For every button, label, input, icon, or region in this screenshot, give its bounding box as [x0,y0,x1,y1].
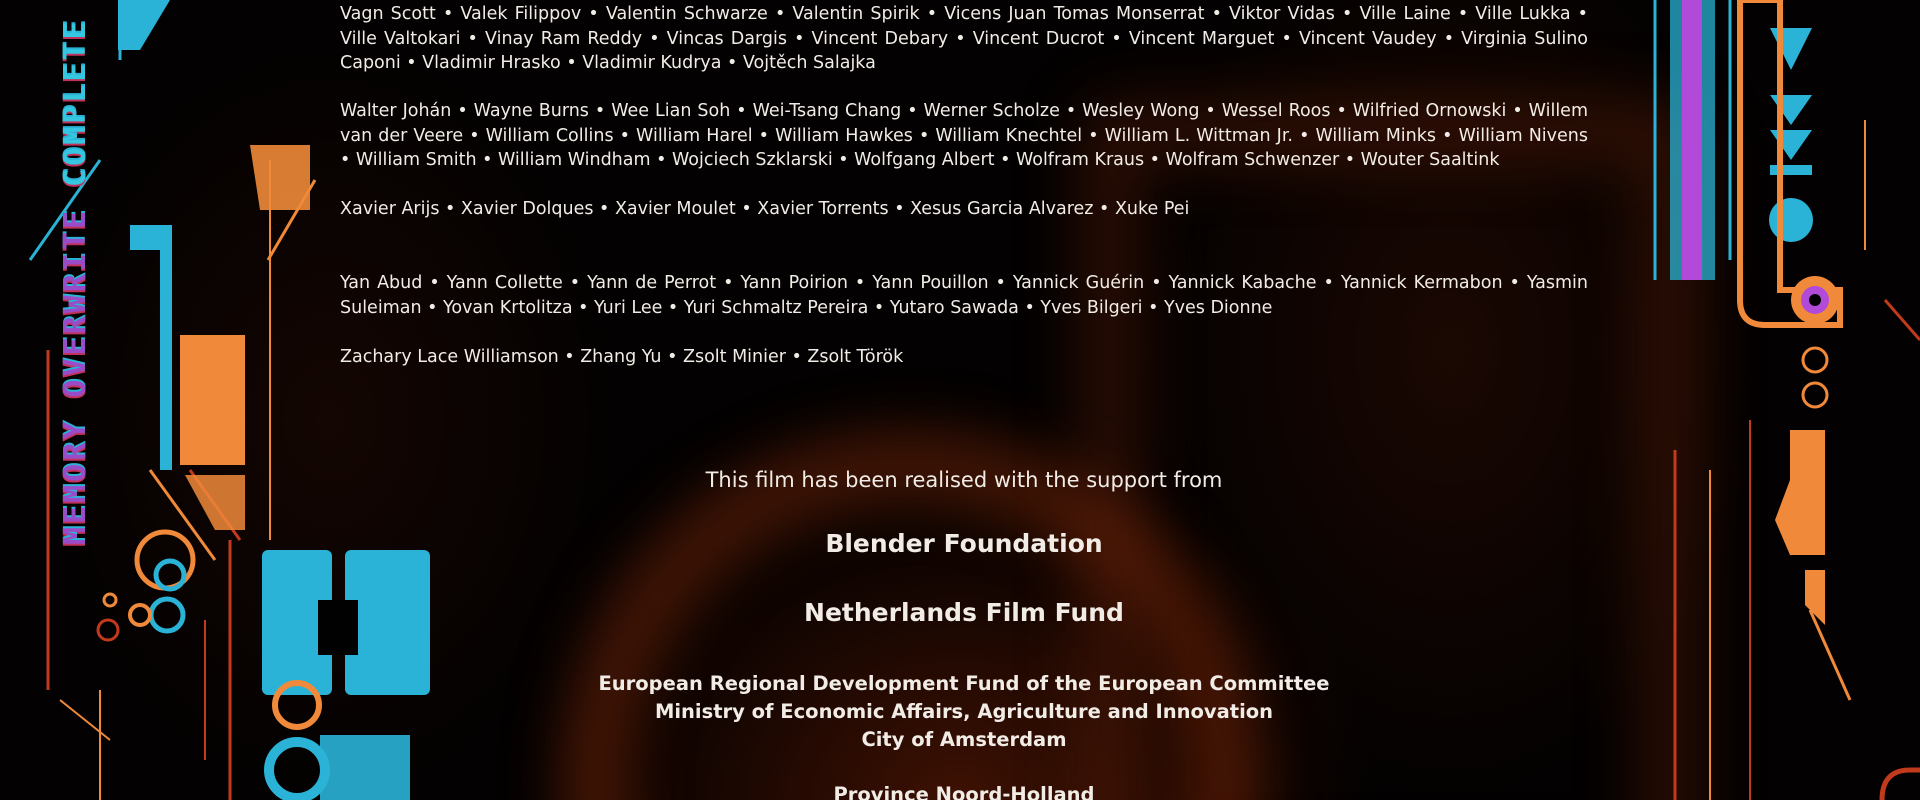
sponsor-city-amsterdam-line3: City of Amsterdam [861,728,1067,751]
credits-paragraph-x: Xavier Arijs • Xavier Dolques • Xavier Moulet • Xavier Torrents • Xesus Garcia Alvarez • Xuke Pei [340,199,1190,219]
down-triangle-icon [1770,95,1812,125]
credits-paragraph-w: Walter Johán • Wayne Burns • Wee Lian Soh • Wei-Tsang Chang • Werner Scholze • Wesley Wong • Wessel Roos • Wilfried Ornowski • Willem van der Veere • William Collins • William Harel • William Hawkes • William Knechtel • William L. Wittman Jr. • William Minks • William Nivens • William Smith • William Windham • Wojciech Szklarski • Wolfgang Albert • Wolfram Kraus • Wolfram Schwenzer • Wouter Saaltink [340,101,1588,170]
play-down-triangle-icon [1770,28,1812,70]
orange-slab-icon [1775,430,1825,555]
vertical-text-part1: MEMORY OVERWRITE [58,208,93,545]
support-intro: This film has been realised with the support from [705,468,1223,492]
credits-paragraph-v: Vagn Scott • Valek Filippov • Valentin Schwarze • Valentin Spirik • Vicens Juan Tomas Monserrat • Viktor Vidas • Ville Laine • Ville Lukka • Ville Valtokari • Vinay Ram Reddy • Vincas Dargis • Vincent Debary • Vincent Ducrot • Vincent Marguet • Vincent Vaudey • Virginia Sulino Caponi • Vladimir Hrasko • Vladimir Kudrya • Vojtěch Salajka [340,4,1588,73]
small-ring-icon [1803,348,1827,372]
bar-icon [1770,165,1812,175]
sponsor-netherlands-film-fund: Netherlands Film Fund [804,598,1124,627]
orange-wedge-icon [185,475,245,530]
sponsor-erdf-line1: European Regional Development Fund of the European Committee [598,672,1330,695]
orange-small-slab-icon [1805,570,1825,625]
down-triangle-icon-2 [1770,130,1812,160]
right-hud-panel [1620,0,1920,800]
small-ring-icon-2 [1803,383,1827,407]
right-hud-graphics [1620,0,1920,800]
credits-paragraph-y: Yan Abud • Yann Collette • Yann de Perrot • Yann Poirion • Yann Pouillon • Yannick Guérin • Yannick Kabache • Yannick Kermabon • Yasmin Suleiman • Yovan Krtolitza • Yuri Lee • Yuri Schmaltz Pereira • Yutaro Sawada • Yves Bilgeri • Yves Dionne [340,273,1588,318]
sponsor-blender-foundation: Blender Foundation [825,529,1103,558]
vertical-text-part2: COMPLETE [58,18,93,187]
cyan-bar-icon [130,225,172,470]
sponsor-province-noord-holland: Province Noord-Holland [833,783,1095,800]
orange-panel-icon [180,335,245,465]
memory-overwrite-vertical-label [58,18,93,545]
gear-cluster-icon [98,532,193,640]
credits-paragraph-z: Zachary Lace Williamson • Zhang Yu • Zsolt Minier • Zsolt Török [340,347,904,367]
red-arc-icon [1882,770,1920,800]
cyan-triangle-icon [118,0,170,50]
sponsor-ministry-line2: Ministry of Economic Affairs, Agriculture and Innovation [654,700,1274,723]
purple-column-icon [1682,0,1702,280]
orange-block-icon [250,145,310,210]
cyan-dot-icon [1769,198,1813,242]
